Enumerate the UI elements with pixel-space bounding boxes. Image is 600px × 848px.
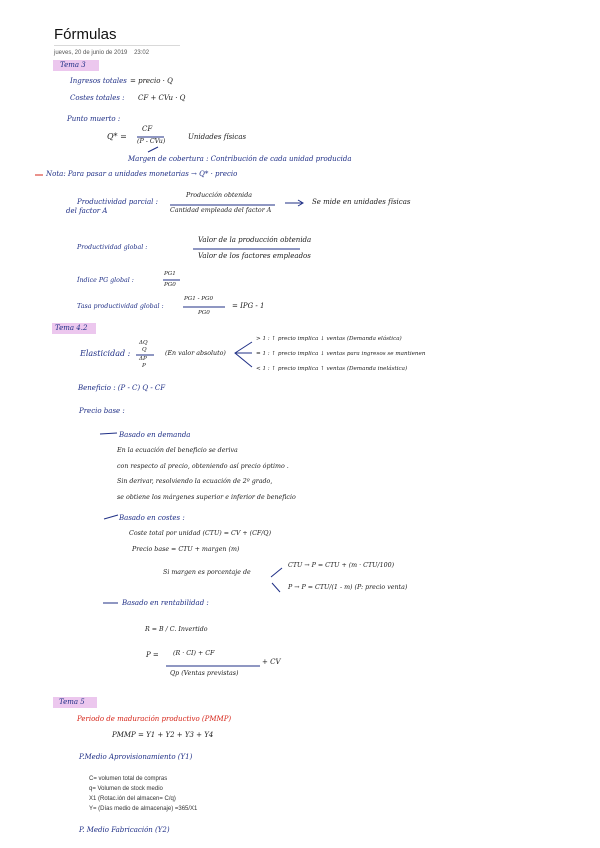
tema5-heading: Tema 5 bbox=[59, 698, 85, 706]
basado-costes-heading: Basado en costes : bbox=[119, 514, 185, 522]
date-text: jueves, 20 de junio de 2019 bbox=[54, 50, 128, 56]
elasticity-num-a: ΔQ bbox=[139, 340, 148, 346]
elasticity-num-b: Q bbox=[142, 347, 147, 353]
precio-branch: P → P = CTU/(1 - m) (P: precio venta) bbox=[288, 584, 408, 591]
costes-label: Costes totales : bbox=[70, 94, 125, 102]
tasa-result: = IPG - 1 bbox=[232, 302, 265, 310]
elasticity-case-gt1: > 1 : ↑ precio implica ↓ ventas (Demanda elástica) bbox=[256, 336, 402, 342]
q-star-denominator: (P - CVu) bbox=[137, 138, 166, 145]
aprovisionamiento-heading: P.Medio Aprovisionamiento (Y1) bbox=[79, 753, 193, 761]
basado-demanda-heading: Basado en demanda bbox=[119, 431, 191, 439]
elasticity-den-a: ΔP bbox=[139, 356, 147, 362]
indice-pg-label: Índice PG global : bbox=[77, 277, 134, 284]
elasticity-case-lt1: < 1 : ↑ precio implica ↑ ventas (Demanda inelástica) bbox=[256, 366, 408, 372]
q-star-symbol: Q* = bbox=[107, 132, 127, 141]
elasticidad-label: Elasticidad : bbox=[80, 349, 131, 358]
beneficio-formula: Beneficio : (P - C) Q - CF bbox=[78, 384, 166, 392]
valor-absoluto: (En valor absoluto) bbox=[165, 350, 226, 357]
indice-numerator: PG1 bbox=[164, 271, 176, 277]
q-star-numerator: CF bbox=[142, 125, 153, 133]
ctu-branch: CTU → P = CTU + (m · CTU/100) bbox=[288, 562, 395, 569]
precio-base-ctu: Precio base = CTU + margen (m) bbox=[132, 546, 240, 553]
price-equals: P = bbox=[146, 651, 159, 659]
rentabilidad-formula: R = B / C. Invertido bbox=[145, 626, 208, 633]
productividad-global-label: Productividad global : bbox=[77, 244, 148, 251]
prod-global-numerator: Valor de la producción obtenida bbox=[198, 236, 312, 244]
productividad-parcial-label: Productividad parcial : bbox=[77, 198, 158, 206]
prod-global-denominator: Valor de los factores empleados bbox=[198, 252, 311, 260]
time-text: 23:02 bbox=[134, 50, 150, 56]
unidades-fisicas: Unidades físicas bbox=[188, 133, 247, 141]
indice-denominator: PG0 bbox=[164, 282, 176, 288]
margin-arrow bbox=[148, 147, 158, 152]
precio-base-label: Precio base : bbox=[79, 407, 125, 415]
costes-tick bbox=[104, 515, 118, 519]
margen-cobertura: Margen de cobertura : Contribución de cada unidad producida bbox=[128, 155, 352, 163]
price-plus-cv: + CV bbox=[262, 658, 281, 666]
pmmp-formula: PMMP = Y1 + Y2 + Y3 + Y4 bbox=[112, 731, 214, 739]
se-mide-note: Se mide en unidades físicas bbox=[312, 198, 411, 206]
basado-rentabilidad-heading: Basado en rentabilidad : bbox=[122, 599, 209, 607]
tasa-label: Tasa productividad global : bbox=[77, 303, 164, 310]
ingresos-formula: = precio · Q bbox=[130, 77, 173, 85]
elasticity-den-b: P bbox=[142, 363, 146, 369]
demanda-tick bbox=[100, 433, 117, 434]
typed-line-4: Y= (Días medio de almacenaje) =365/X1 bbox=[89, 806, 198, 812]
demanda-line-1: En la ecuación del beneficio se deriva bbox=[117, 447, 238, 454]
tasa-denominator: PG0 bbox=[198, 310, 210, 316]
elasticity-bracket bbox=[235, 342, 252, 367]
typed-line-3: X1 (Rotac.ión del almacen= C/q) bbox=[89, 796, 176, 802]
price-numerator: (R · CI) + CF bbox=[173, 650, 215, 657]
coste-total-unidad: Coste total por unidad (CTU) = CV + (CF/Q) bbox=[129, 530, 272, 537]
productividad-parcial-factor: del factor A bbox=[66, 207, 108, 215]
demanda-line-3: Sin derivar, resolviendo la ecuación de 2º grado, bbox=[117, 478, 273, 485]
tema3-heading: Tema 3 bbox=[60, 61, 86, 69]
page-title: Fórmulas bbox=[54, 26, 117, 43]
prod-parcial-denominator: Cantidad empleada del factor A bbox=[170, 207, 272, 214]
costes-formula: CF + CVu · Q bbox=[138, 94, 186, 102]
elasticity-case-eq1: = 1 : ↑ precio implica ↓ ventas para ingresos se mantienen bbox=[256, 351, 426, 357]
fabricacion-heading: P. Medio Fabricación (Y2) bbox=[79, 826, 170, 834]
punto-muerto-label: Punto muerto : bbox=[67, 115, 121, 123]
typed-line-1: C= volumen total de compras bbox=[89, 776, 168, 782]
nota-monetarias: Nota: Para pasar a unidades monetarias → Q* · precio bbox=[46, 170, 238, 178]
price-denominator: Qp (Ventas previstas) bbox=[170, 670, 239, 677]
si-margen: Si margen es porcentaje de bbox=[163, 569, 251, 576]
margin-bracket bbox=[271, 568, 282, 592]
demanda-line-4: se obtiene los márgenes superior e inferior de beneficio bbox=[117, 494, 296, 501]
se-mide-arrow bbox=[285, 200, 303, 206]
demanda-line-2: con respecto al precio, obteniendo así precio óptimo . bbox=[117, 463, 289, 470]
typed-line-2: q= Volumen de stock medio bbox=[89, 786, 163, 792]
prod-parcial-numerator: Producción obtenida bbox=[186, 192, 252, 199]
tema42-heading: Tema 4.2 bbox=[55, 324, 88, 332]
tasa-numerator: PG1 - PG0 bbox=[184, 296, 214, 302]
periodo-maduracion: Periodo de maduración productivo (PMMP) bbox=[77, 715, 232, 723]
ingresos-label: Ingresos totales bbox=[70, 77, 127, 85]
